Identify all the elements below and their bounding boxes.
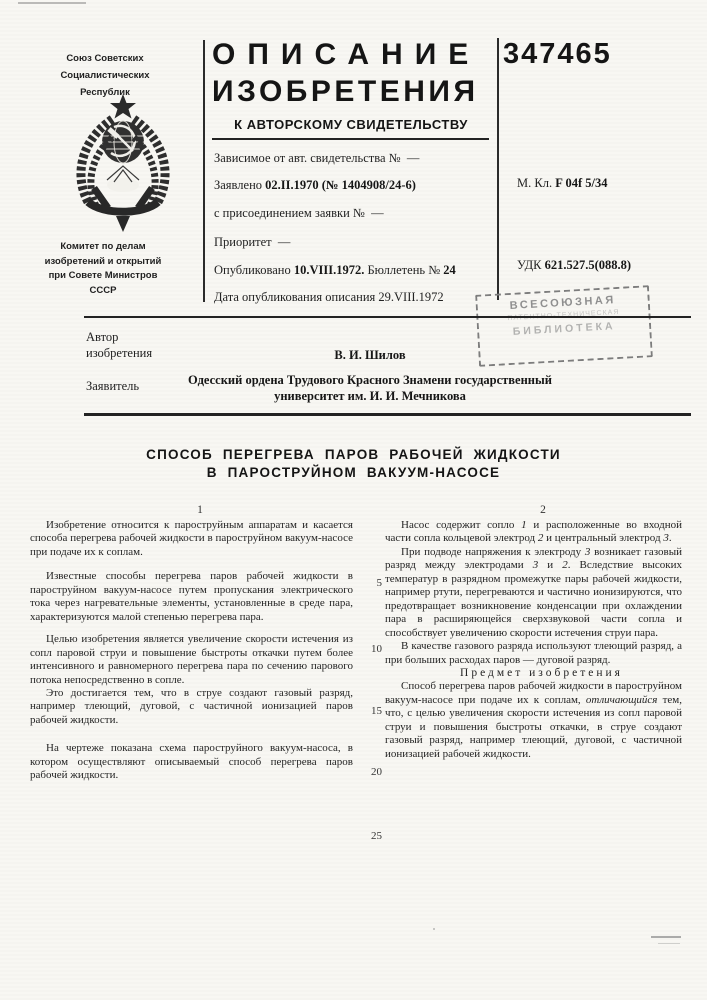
column-number-1: 1 [197, 504, 203, 516]
field-label: Зависимое от авт. свидетельства № [214, 151, 401, 165]
paragraph: В качестве газового разряда используют тлеющий разряд, а при больших расходах паров — дуговой разряд. [385, 640, 682, 666]
text-column-right [385, 519, 682, 761]
field-label: с присоединением заявки № [214, 206, 365, 220]
header-bottom-rule [84, 316, 691, 318]
paragraph [385, 519, 682, 546]
paragraph-text: возникает газовый разряд между электродами [385, 545, 682, 572]
field-value: 10.VIII.1972. [293, 263, 365, 277]
committee-line: при Совете Министров [48, 270, 158, 281]
line-number-5: 5 [376, 577, 382, 589]
scan-artifact-line [18, 2, 86, 4]
line-number-15: 15 [371, 705, 382, 717]
stamp-line: ВСЕСОЮЗНАЯ [509, 294, 616, 312]
field-value: 24 [443, 263, 456, 277]
applicant-name [140, 372, 600, 404]
field-priority [214, 235, 290, 250]
claim-text: Способ перегрева паров рабочей жидкости в пароструйном вакуум-насосе при подаче их к соплам, [385, 680, 682, 706]
field-label: Дата опубликования описания [214, 290, 376, 304]
committee-line: Комитет по делам [60, 241, 146, 252]
paragraph-text: и центральный электрод [543, 532, 664, 545]
applicant-name-line: Одесский ордена Трудового Красного Знамени государственный [188, 373, 552, 387]
field-label: М. Кл. [517, 176, 553, 190]
field-joined-application [214, 206, 384, 221]
field-value: 621.527.5(088.8) [544, 258, 632, 272]
invention-title-line: В ПАРОСТРУЙНОМ ВАКУУМ-НАСОСЕ [206, 465, 501, 480]
text-column-left [30, 519, 353, 783]
subtitle-rule [212, 138, 489, 140]
applicant-name-line: университет им. И. И. Мечникова [274, 389, 466, 403]
invention-title [0, 446, 707, 482]
paragraph [385, 546, 682, 640]
field-value: — [371, 206, 384, 220]
applicant-label: Заявитель [86, 379, 140, 393]
field-udk-class [517, 258, 631, 273]
author-label-line: Автор [86, 330, 119, 344]
committee-line: изобретений и открытий [44, 255, 162, 267]
author-label [86, 329, 152, 361]
country-line: Союз Советских [66, 53, 144, 64]
doc-type-title: ОПИСАНИЕ [212, 38, 481, 71]
issuing-committee [8, 240, 198, 298]
header-divider-left [203, 40, 205, 302]
paragraph: Это достигается тем, что в струе создают газовый разряд, например тлеющий, дуговой, с частичной ионизацией паров рабочей жидкости. [30, 686, 353, 726]
paragraph-text: и [538, 559, 563, 572]
reference-numeral: 3 [532, 559, 539, 572]
field-description-date [214, 290, 444, 305]
paragraph-text: и расположенные во входной части сопла кольцевой электрод [385, 519, 682, 545]
doc-type-subtitle: К АВТОРСКОМУ СВИДЕТЕЛЬСТВУ [234, 117, 468, 132]
field-filed [214, 178, 416, 193]
author-label-line: изобретения [86, 346, 153, 360]
ussr-state-emblem-icon [58, 90, 188, 243]
paragraph: Известные способы перегрева паров рабочей жидкости в пароструйном вакуум-насосе путем пропускания электрического тока через нагревательные элементы, установленные в среде пара, характеризуются малой степенью перегрева пара. [30, 570, 353, 623]
claims-heading: Предмет изобретения [460, 666, 623, 679]
line-number-10: 10 [371, 643, 382, 655]
field-value: 02.II.1970 (№ 1404908/24-6) [265, 178, 416, 192]
field-label: Приоритет [214, 235, 272, 249]
scan-artifact-dot [433, 928, 435, 930]
field-value: — [277, 235, 291, 249]
field-value: F 04f 5/34 [555, 176, 608, 190]
scan-artifact-dash [651, 936, 681, 938]
field-label: УДК [517, 258, 542, 272]
paragraph: На чертеже показана схема пароструйного вакуум-насоса, в котором осуществляют описываемый способ перегрева паров рабочей жидкости. [30, 742, 353, 782]
line-number-25: 25 [371, 830, 382, 842]
field-label: Опубликовано [214, 263, 291, 277]
paragraph: Изобретение относится к пароструйным аппаратам и касается способа перегрева рабочей жидкости в пароструйном вакуум-насосе при подаче их к соплам. [30, 519, 353, 558]
invention-title-line: СПОСОБ ПЕРЕГРЕВА ПАРОВ РАБОЧЕЙ ЖИДКОСТИ [146, 447, 561, 462]
paragraph: Целью изобретения является увеличение скорости истечения из сопл паровой струи и повышение быстроты откачки путем более интенсивного и равномерного перегрева пара по сечению парового потока непосредственно в сопле. [30, 633, 353, 686]
stamp-line: БИБЛИОТЕКА [512, 320, 616, 338]
patent-number: 347465 [503, 38, 612, 70]
doc-type-title: ИЗОБРЕТЕНИЯ [212, 75, 479, 108]
field-published [214, 263, 456, 278]
paragraph-text: При подводе напряжения к электроду [401, 545, 585, 558]
field-dependent-certificate [214, 151, 419, 166]
paragraph-text: Насос содержит сопло [401, 519, 522, 531]
claim-text: тем, что, с целью увеличения скорости истечения из сопл паровой струи и повышения быстроты откачки, в струе создают газовый разряд, например тлеющий, дуговой, с частичной ионизацией рабочей жидкости. [385, 693, 682, 760]
field-value: 29.VIII.1972 [378, 290, 444, 304]
paragraph-text: . Вследствие высоких температур в разрядном промежутке пары рабочей жидкости, например ртути, перегреваются и частично ионизируются, что предотвращает возникновение конденсации при охлаждении пара в расширяющейся сверхзвуковой части сопла и способствует увеличению скорости истечения струи пара. [385, 559, 682, 639]
scan-artifact-dash [658, 943, 680, 944]
author-name: В. И. Шилов [334, 348, 406, 362]
header-divider-right [497, 38, 499, 300]
reference-numeral: 2 [562, 559, 568, 572]
parties-bottom-rule [84, 413, 691, 416]
country-line: Республик [80, 87, 130, 98]
reference-numeral: 3 [584, 545, 591, 558]
reference-numeral: 1 [521, 519, 527, 531]
claim-paragraph [385, 680, 682, 761]
committee-line: СССР [89, 284, 117, 296]
country-line: Социалистических [60, 70, 150, 81]
paragraph-text: . [668, 532, 672, 545]
line-number-20: 20 [371, 766, 382, 778]
field-label: Бюллетень № [367, 263, 441, 277]
field-label: Заявлено [214, 178, 263, 192]
reference-numeral: 2 [537, 532, 544, 545]
claim-distinguishing-term: отличающийся [585, 693, 658, 706]
field-mkl-class [517, 176, 608, 191]
reference-numeral: 3 [663, 532, 669, 545]
field-value: — [406, 151, 420, 165]
column-number-2: 2 [540, 504, 546, 516]
